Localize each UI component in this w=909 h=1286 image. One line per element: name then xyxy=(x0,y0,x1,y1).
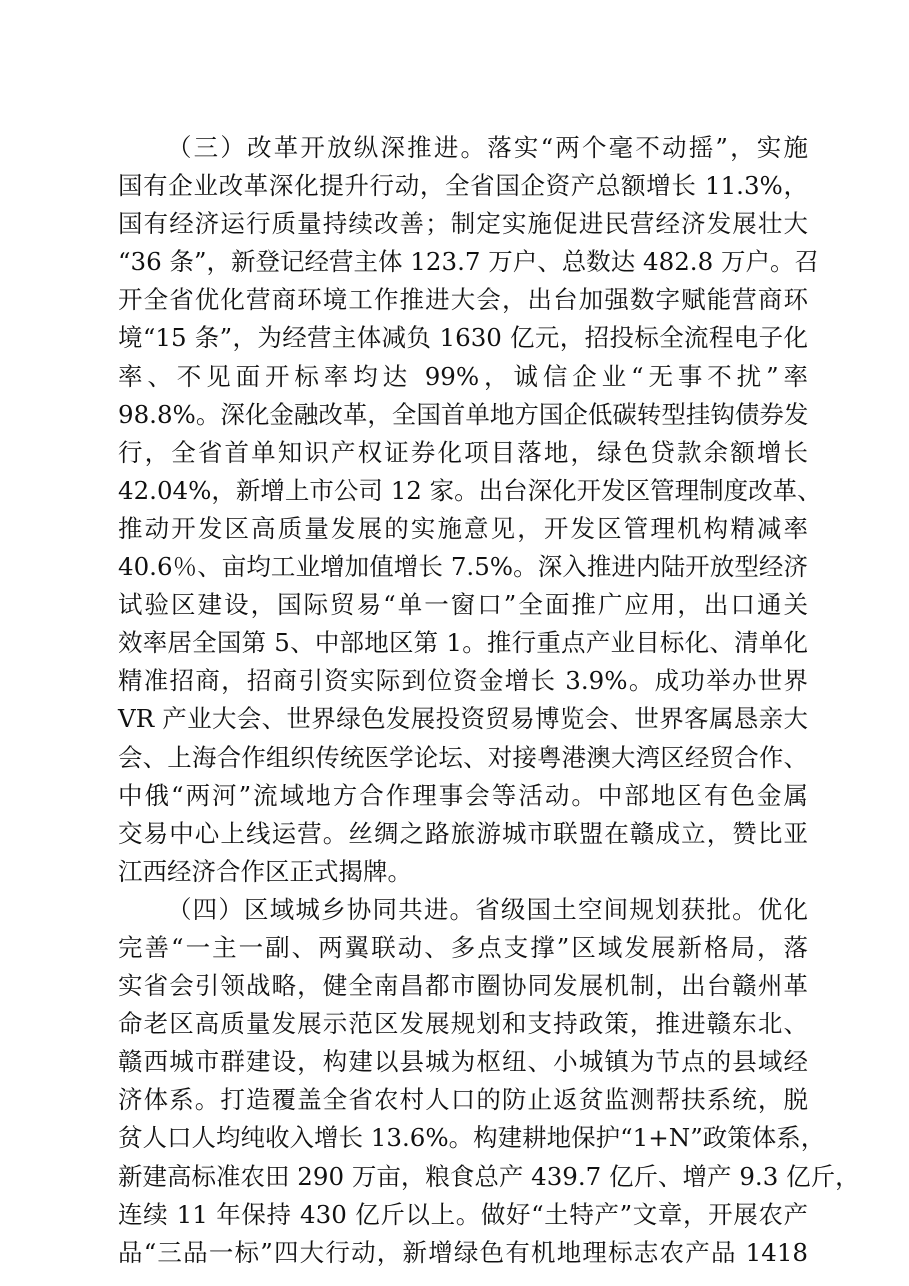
paragraph-line: 推动开发区高质量发展的实施意见，开发区管理机构精减率 xyxy=(118,513,808,543)
paragraph-line: 会、上海合作组织传统医学论坛、对接粤港澳大湾区经贸合作、 xyxy=(118,742,808,772)
paragraph-line: 境“15 条”，为经营主体减负 1630 亿元，招投标全流程电子化 xyxy=(118,323,808,353)
paragraph-line: 新建高标准农田 290 万亩，粮食总产 439.7 亿斤、增产 9.3 亿斤， xyxy=(118,1161,860,1191)
paragraph-line: 赣西城市群建设，构建以县城为枢纽、小城镇为节点的县域经 xyxy=(118,1047,808,1077)
paragraph-heading: （三）改革开放纵深推进。 xyxy=(167,133,488,162)
paragraph-line: 连续 11 年保持 430 亿斤以上。做好“土特产”文章，开展农产 xyxy=(118,1199,808,1229)
paragraph-text: 落实“两个毫不动摇”，实施 xyxy=(487,133,808,162)
paragraph-line: 40.6％、亩均工业增加值增长 7.5%。深入推进内陆开放型经济 xyxy=(118,552,808,582)
paragraph-line: VR 产业大会、世界绿色发展投资贸易博览会、世界客属恳亲大 xyxy=(118,704,808,734)
paragraph-line: 国有企业改革深化提升行动，全省国企资产总额增长 11.3%， xyxy=(118,171,808,201)
paragraph-first-line xyxy=(118,129,808,167)
paragraph-line: 江西经济合作区正式揭牌。 xyxy=(118,856,412,886)
paragraph-line: 济体系。打造覆盖全省农村人口的防止返贫监测帮扶系统，脱 xyxy=(118,1085,808,1115)
paragraph-line: 贫人口人均纯收入增长 13.6%。构建耕地保护“1+N”政策体系， xyxy=(118,1123,826,1153)
paragraph-line: 交易中心上线运营。丝绸之路旅游城市联盟在赣成立，赞比亚 xyxy=(118,818,808,848)
paragraph-line: 国有经济运行质量持续改善；制定实施促进民营经济发展壮大 xyxy=(118,209,808,239)
paragraph-line: 效率居全国第 5、中部地区第 1。推行重点产业目标化、清单化 xyxy=(118,628,808,658)
document-body xyxy=(118,129,860,1272)
paragraph-line: 完善“一主一副、两翼联动、多点支撑”区域发展新格局，落 xyxy=(118,932,808,962)
paragraph-regional-coordination xyxy=(118,891,860,1272)
paragraph-line: 实省会引领战略，健全南昌都市圈协同发展机制，出台赣州革 xyxy=(118,971,808,1001)
paragraph-first-line xyxy=(118,891,808,929)
paragraph-line: 率、不见面开标率均达 99%，诚信企业“无事不扰”率 xyxy=(118,361,808,391)
paragraph-text: 省级国土空间规划获批。优化 xyxy=(475,894,808,924)
paragraph-line: 命老区高质量发展示范区发展规划和支持政策，推进赣东北、 xyxy=(118,1009,808,1039)
paragraph-line: 精准招商，招商引资实际到位资金增长 3.9%。成功举办世界 xyxy=(118,666,808,696)
paragraph-heading: （四）区域城乡协同共进。 xyxy=(167,894,476,924)
paragraph-line: “36 条”，新登记经营主体 123.7 万户、总数达 482.8 万户。召 xyxy=(118,247,819,277)
paragraph-line: 98.8%。深化金融改革，全国首单地方国企低碳转型挂钩债券发 xyxy=(118,399,809,429)
paragraph-line: 中俄“两河”流域地方合作理事会等活动。中部地区有色金属 xyxy=(118,780,808,810)
paragraph-reform-opening xyxy=(118,129,822,891)
paragraph-line: 品“三品一标”四大行动，新增绿色有机地理标志农产品 1418 xyxy=(118,1237,808,1267)
paragraph-line: 试验区建设，国际贸易“单一窗口”全面推广应用，出口通关 xyxy=(118,590,808,620)
paragraph-line: 开全省优化营商环境工作推进大会，出台加强数字赋能营商环 xyxy=(118,285,808,315)
paragraph-line: 行，全省首单知识产权证券化项目落地，绿色贷款余额增长 xyxy=(118,437,808,467)
paragraph-line: 42.04%，新增上市公司 12 家。出台深化开发区管理制度改革、 xyxy=(118,475,822,505)
